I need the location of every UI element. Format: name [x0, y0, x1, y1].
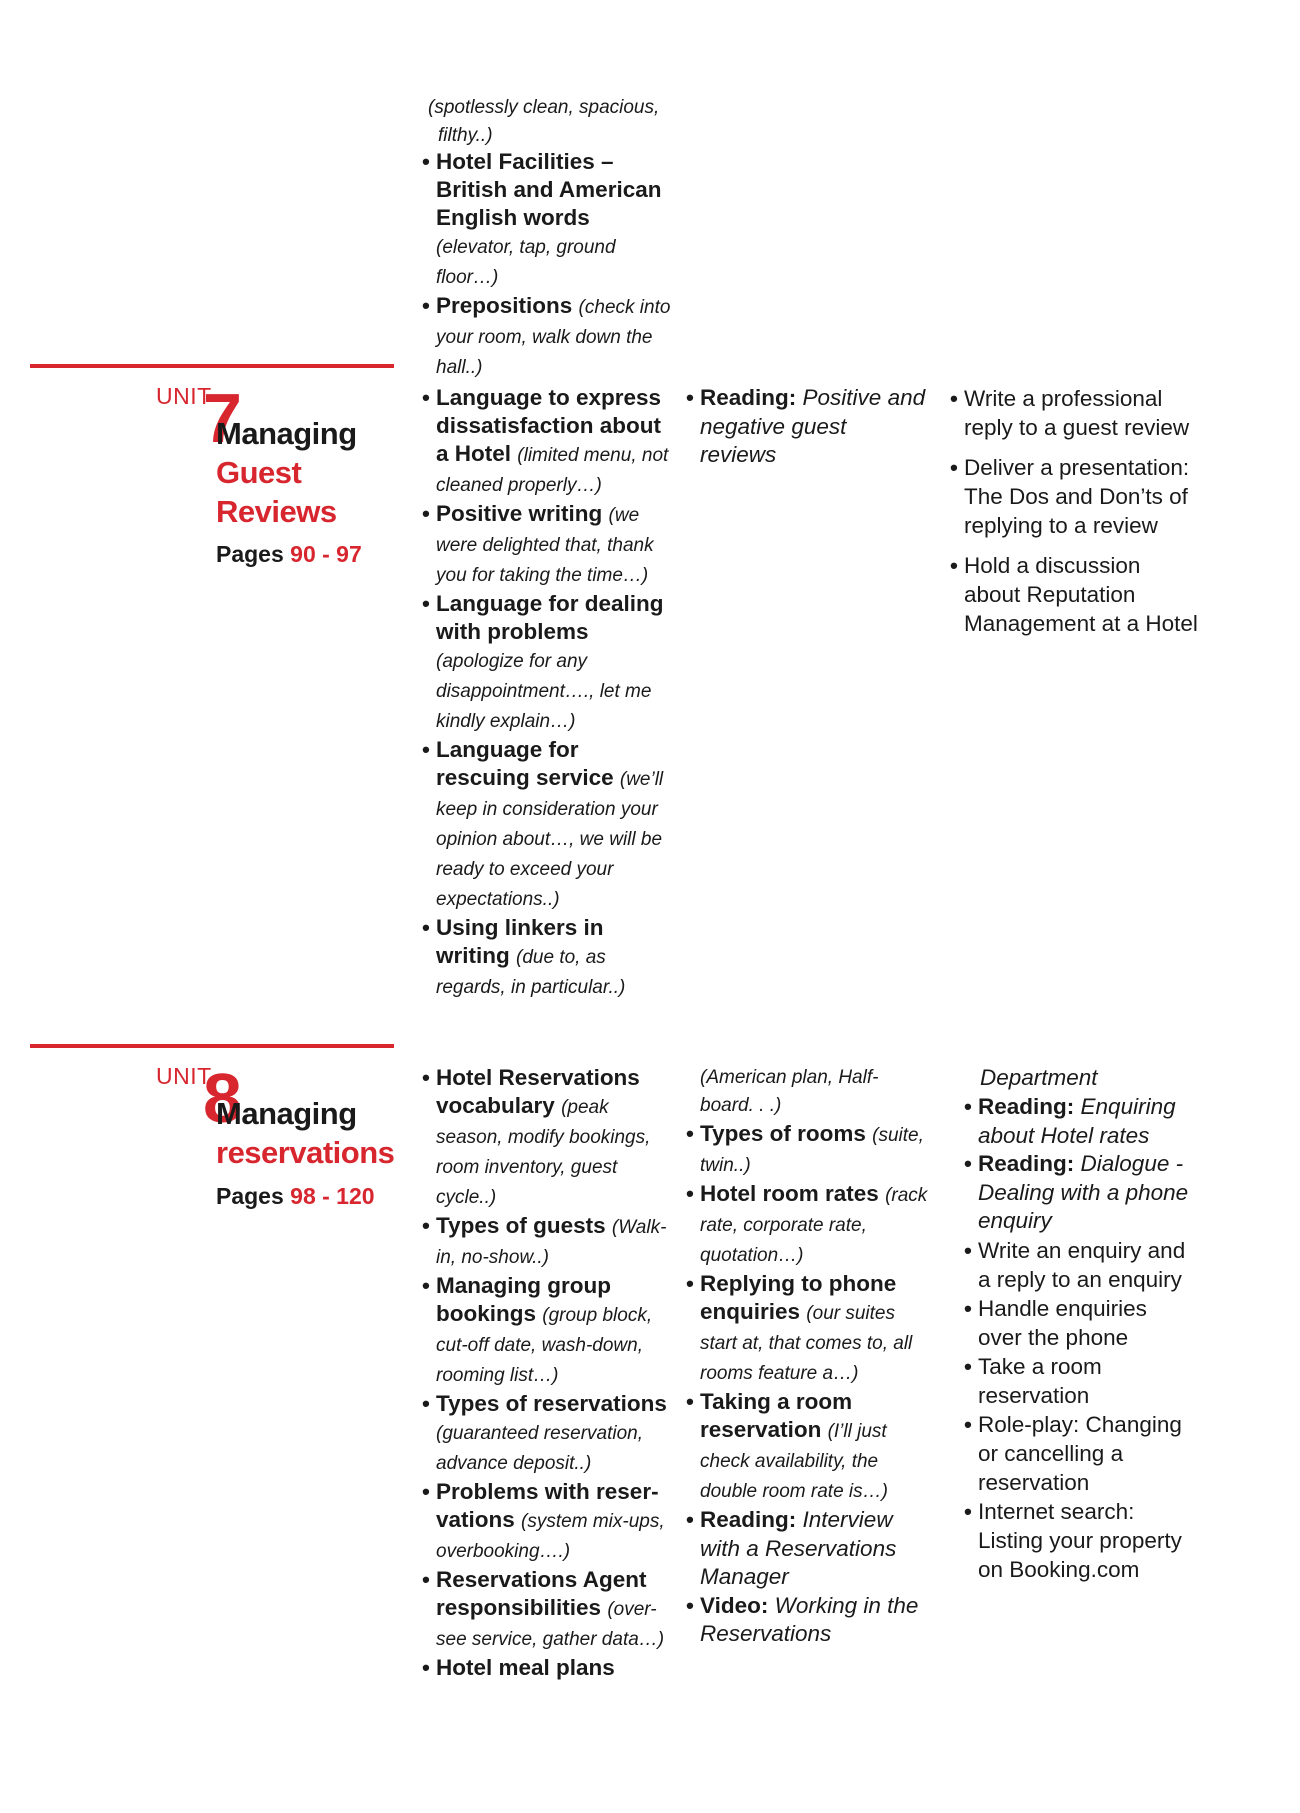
- unit-7-divider: [30, 364, 394, 368]
- unit-8-col3-continuation: Department: [980, 1065, 1098, 1090]
- list-item: • Managing group bookings (group block, cut-off date, wash-down, rooming list…): [422, 1272, 672, 1390]
- list-item: • Language for rescuing service (we’ll keep in consideration your opinion about…, we will be ready to exceed your expectations..): [422, 736, 672, 914]
- unit-8-label: UNIT: [156, 1063, 212, 1089]
- list-item: • Video: Working in the Reservations: [686, 1592, 936, 1649]
- list-item: • Handle enquiries over the phone: [964, 1294, 1194, 1352]
- prev-unit-continuation: [428, 94, 668, 150]
- list-item: • Reading: Interview with a Reservations Manager: [686, 1506, 936, 1592]
- unit-8-divider: [30, 1044, 394, 1048]
- list-item: • Reading: Enquiring about Hotel rates: [964, 1093, 1194, 1150]
- unit-8-col2-continuation: (American plan, Half-board. . .): [700, 1067, 879, 1116]
- list-item: • Take a room reservation: [964, 1352, 1194, 1410]
- list-item: • Hold a discussion about Reputation Management at a Hotel: [950, 551, 1200, 638]
- list-item: • Hotel Facilities – British and American English words (elevator, tap, ground floor…): [422, 148, 672, 292]
- list-item: • Positive writing (we were delighted that, thank you for taking the time…): [422, 500, 672, 590]
- unit-8-language-list: [422, 1064, 672, 1682]
- unit-7-pages: Pages 90 - 97: [216, 541, 362, 567]
- list-item: • Hotel meal plans: [422, 1654, 672, 1682]
- continuation-note: (spotlessly clean, spacious,: [428, 97, 660, 118]
- list-item: • Using linkers in writing (due to, as regards, in particular..): [422, 914, 672, 1002]
- unit-8-number: 8: [203, 1059, 240, 1137]
- unit-7-label: UNIT: [156, 383, 212, 409]
- list-item: • Write an enquiry and a reply to an enquiry: [964, 1236, 1194, 1294]
- list-item: • Types of reservations (guaranteed reservation, advance deposit..): [422, 1390, 672, 1478]
- unit-7-tasks-list: [950, 384, 1200, 638]
- list-item: • Reservations Agent responsibilities (over-see service, gather data…): [422, 1566, 672, 1654]
- unit-8-pages: Pages 98 - 120: [216, 1183, 375, 1209]
- list-item: • Deliver a presentation: The Dos and Don’ts of replying to a review: [950, 453, 1200, 540]
- unit-8-title-line: reservations: [216, 1135, 395, 1170]
- unit-8-col2-list: [686, 1120, 936, 1649]
- list-item: • Language to express dissatisfaction about a Hotel (limited menu, not cleaned properly…): [422, 384, 672, 500]
- list-item: • Hotel Reservations vocabulary (peak season, modify bookings, room inventory, guest cycle..): [422, 1064, 672, 1212]
- unit-8-title-line: Managing: [216, 1096, 357, 1131]
- unit-7-language-list: [422, 384, 672, 1002]
- prev-unit-language-list: [422, 148, 672, 382]
- list-item: • Types of guests (Walk-in, no-show..): [422, 1212, 672, 1272]
- list-item: • Replying to phone enquiries (our suites start at, that comes to, all rooms feature a…): [686, 1270, 936, 1388]
- list-item: • Role-play: Changing or cancelling a reservation: [964, 1410, 1194, 1497]
- list-item: • Types of rooms (suite, twin..): [686, 1120, 936, 1180]
- list-item: • Reading: Positive and negative guest reviews: [686, 384, 926, 470]
- list-item: • Reading: Dialogue -Dealing with a phone enquiry: [964, 1150, 1194, 1236]
- unit-7-reading-list: [686, 384, 926, 470]
- list-item: • Prepositions (check into your room, walk down the hall..): [422, 292, 672, 382]
- unit-7-number: 7: [203, 379, 240, 457]
- list-item: • Problems with reser-vations (system mix-ups, overbooking….): [422, 1478, 672, 1566]
- continuation-note: filthy..): [438, 125, 493, 146]
- list-item: • Write a professional reply to a guest review: [950, 384, 1200, 442]
- unit-7-title-line: Guest: [216, 455, 302, 490]
- list-item: • Internet search: Listing your property on Booking.com: [964, 1497, 1194, 1584]
- list-item: • Language for dealing with problems (apologize for any disappointment…., let me kindly explain…): [422, 590, 672, 736]
- unit-7-title-line: Managing: [216, 416, 357, 451]
- unit-8-tasks-list: [964, 1236, 1194, 1584]
- list-item: • Taking a room reservation (I’ll just check availability, the double room rate is…): [686, 1388, 936, 1506]
- unit-7-title-line: Reviews: [216, 494, 337, 529]
- unit-8-col3-reading-list: [964, 1093, 1194, 1236]
- list-item: • Hotel room rates (rack rate, corporate rate, quotation…): [686, 1180, 936, 1270]
